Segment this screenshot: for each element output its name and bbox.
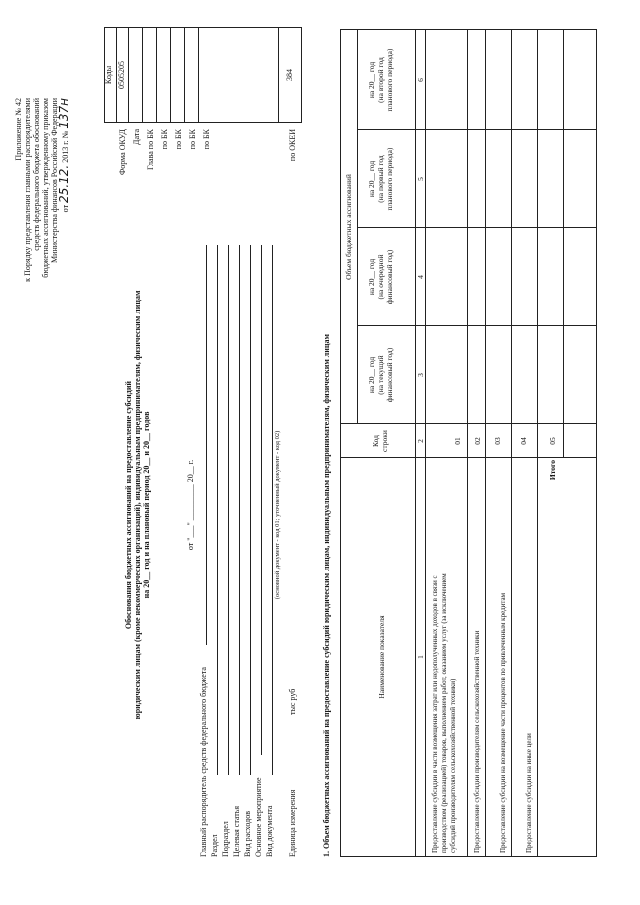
period-line: на 20__ год [367, 160, 376, 198]
col-number: 3 [416, 373, 425, 377]
form-title [124, 225, 151, 785]
field-underline [272, 245, 273, 775]
section1-title: 1. Объем бюджетных ассигнований на предоставление субсидий юридическим лицам, индивидуальным предпринимателям, физическим лицам [322, 334, 331, 857]
table-row-code: 03 [493, 437, 502, 445]
code-bk-3 [184, 28, 199, 122]
appendix-line: Приложение № 42 [14, 98, 23, 161]
unit-value: тыс руб [288, 688, 297, 715]
title-line-3: на 20__ год и на плановый период 20__ и 20__ годов [142, 411, 151, 599]
col-number: 4 [416, 275, 425, 279]
period-line: (на первый год [376, 155, 385, 203]
field-celevaya: Целевая статья [232, 805, 241, 857]
table-row-code: 04 [519, 437, 528, 445]
row-name-line: производством (реализацией) товаров, выполнением работ, оказанием услуг (за исключением [440, 573, 448, 853]
table-row-name: Предоставление субсидии производителям сельскохозяйственной техники [473, 630, 481, 853]
appendix-line: к Порядку представления главными распорядителями [23, 98, 32, 282]
period-line: (на очередной [376, 254, 385, 300]
period-line: (на второй год [376, 57, 385, 103]
table-row-line [563, 30, 564, 458]
table-row-name: Предоставление субсидии на возмещение части процентов по привлеченным кредитам [499, 592, 507, 853]
code-bk-4 [198, 28, 279, 122]
period-line: на 20__ год [367, 61, 376, 99]
field-underline [217, 245, 218, 775]
label-bk-3: по БК [188, 129, 197, 150]
label-bk-4: по БК [202, 129, 211, 150]
table-row-code: 02 [473, 437, 482, 445]
col-number: 1 [416, 655, 425, 659]
code-okud: 0505205 [116, 28, 129, 122]
period-line: на 20__ год [367, 258, 376, 296]
col-number: 2 [416, 439, 425, 443]
field-razdel: Раздел [210, 834, 219, 857]
title-line-2: юридическим лицам (кроме некоммерческих организаций), индивидуальным предпринимателям, физическим лицам [133, 290, 142, 720]
label-date: Дата [132, 129, 141, 145]
field-osnovnoe: Основное мероприятие [254, 777, 263, 857]
field-grbs: Главный распорядитель средств федерального бюджета [199, 667, 208, 857]
code-labels [116, 129, 214, 265]
title-date-line: от "___" _________ 20__ г. [186, 459, 195, 551]
order-number: 137н [57, 98, 71, 129]
code-bk-2 [170, 28, 185, 122]
period-line: финансовый год) [385, 347, 394, 403]
table-row-line [467, 30, 468, 856]
order-year: 2013 г. № [61, 130, 70, 163]
table-row-total-label: Итого [548, 460, 557, 481]
codes-box [104, 27, 302, 123]
field-podrazdel: Подраздел [221, 821, 230, 857]
header-code: Код строки [371, 430, 389, 452]
period-line: на 20__ год [367, 356, 376, 394]
label-glava: Глава по БК [146, 129, 155, 170]
unit-label: Единица измерения [288, 789, 297, 857]
table-row-line [425, 30, 426, 856]
table-row-code: 05 [548, 437, 557, 445]
field-underline [261, 245, 262, 755]
code-glava [142, 28, 157, 122]
table-row-name [431, 573, 458, 853]
header-group: Объем бюджетных ассигнований [344, 174, 353, 280]
appendix-block [14, 98, 70, 282]
col-number: 5 [416, 177, 425, 181]
order-prefix: от [61, 204, 70, 213]
header-period-4 [367, 30, 394, 130]
period-line: финансовый год) [385, 249, 394, 305]
table-row-line [357, 30, 358, 424]
row-name-line: субсидий производителям сельскохозяйственной техники) [449, 678, 457, 853]
appendix-line: бюджетных ассигнований, утвержденному приказом [41, 98, 50, 278]
header-period-3 [367, 130, 394, 228]
code-okei: 384 [278, 28, 301, 122]
header-period-1 [367, 326, 394, 424]
field-vid-rashodov: Вид расходов [243, 811, 252, 857]
budget-table [340, 29, 597, 857]
appendix-line: Министерства финансов Российской Федерации [50, 98, 59, 263]
field-underline [228, 245, 229, 775]
period-line: планового периода) [385, 147, 394, 211]
table-row-code: 01 [453, 437, 462, 445]
doc-type-hint: (основной документ - код 01; уточненный документ - код 02) [274, 430, 281, 600]
codes-header: Коды [104, 65, 113, 85]
label-bk-2: по БК [174, 129, 183, 150]
label-okud: Форма ОКУД [118, 129, 127, 176]
row-name-line: Предоставление субсидии в части возмещения затрат или недополученных доходов в связи с [431, 575, 439, 853]
table-row-line [537, 30, 538, 856]
title-line-1: Обоснования бюджетных ассигнований на предоставление субсидий [124, 380, 133, 630]
field-underline [250, 245, 251, 775]
table-row-name: Предоставление субсидии на иные цели [525, 733, 533, 853]
field-vid-documenta: Вид документа [265, 805, 274, 857]
header-period-2 [367, 228, 394, 326]
appendix-order-line [57, 98, 71, 282]
field-underline [206, 245, 207, 645]
table-row-line [511, 30, 512, 856]
table-row-line [485, 30, 486, 856]
period-line: планового периода) [385, 48, 394, 112]
code-bk-1 [156, 28, 171, 122]
appendix-line: средств федерального бюджета обоснований [32, 98, 41, 251]
period-line: (на текущий [376, 355, 385, 395]
fields-block [198, 667, 275, 857]
col-number: 6 [416, 78, 425, 82]
code-date [128, 28, 143, 122]
field-underline [239, 245, 240, 775]
header-name: Наименование показателя [377, 615, 386, 699]
order-date: 25.12. [57, 164, 71, 203]
label-bk-1: по БК [160, 129, 169, 150]
label-okei: по ОКЕИ [288, 129, 297, 162]
